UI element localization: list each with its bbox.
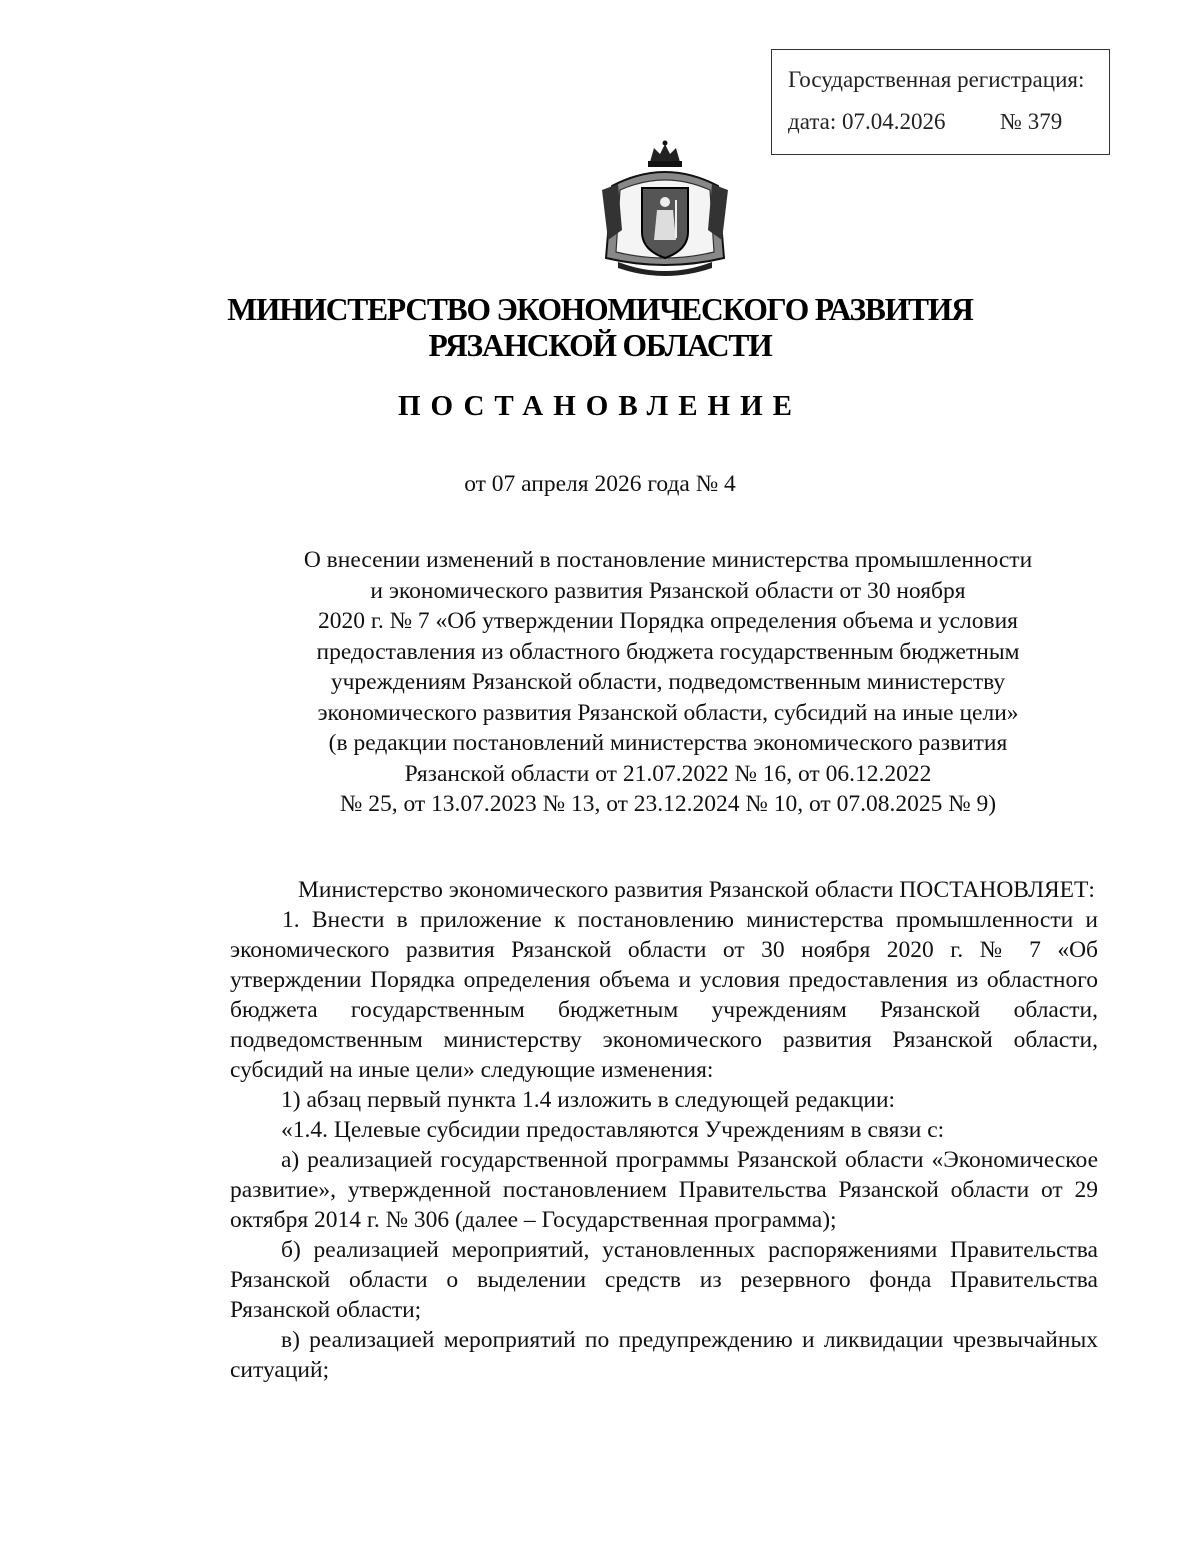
- point-a-paragraph: а) реализацией государственной программы Рязанской области «Экономическое развитие», утвержденной постановлением Правительства Рязанской области от 29 октября 2014 г. № 306 (далее – Государственная программа);: [230, 1147, 1098, 1233]
- quote-start-paragraph: «1.4. Целевые субсидии предоставляются Учреждениям в связи с:: [281, 1117, 945, 1143]
- item-1-paragraph: 1. Внести в приложение к постановлению министерства промышленности и экономического развития Рязанской области от 30 ноября 2020 г. № 7 «Об утверждении Порядка определения объема и условия предоставления из областного бюджета государственным бюджетным учреждениям Рязанской области, подведомственным министерству экономического развития Рязанской области, субсидий на иные цели» следующие изменения:: [230, 907, 1098, 1083]
- document-subject: [0, 545, 1200, 820]
- document-date-number: от 07 апреля 2026 года № 4: [464, 471, 736, 497]
- subject-line: учреждениям Рязанской области, подведомственным министерству: [330, 669, 1006, 695]
- registration-stamp: [771, 49, 1110, 155]
- subject-line: и экономического развития Рязанской области от 30 ноября: [370, 577, 966, 604]
- subject-line: 2020 г. № 7 «Об утверждении Порядка определения объема и условия: [318, 608, 1018, 634]
- subject-line: экономического развития Рязанской области, субсидий на иные цели»: [317, 699, 1019, 726]
- document-type: ПОСТАНОВЛЕНИЕ: [397, 390, 802, 422]
- document-body: [230, 875, 1098, 1385]
- registration-date: дата: 07.04.2026: [788, 109, 946, 134]
- registration-number: № 379: [1000, 109, 1063, 134]
- point-v-paragraph: в) реализацией мероприятий по предупреждению и ликвидации чрезвычайных ситуаций;: [230, 1327, 1098, 1383]
- ministry-name: [0, 292, 1200, 364]
- ministry-name-line-2: РЯЗАНСКОЙ ОБЛАСТИ: [428, 328, 772, 363]
- registration-title: Государственная регистрация:: [788, 67, 1085, 92]
- subject-line: О внесении изменений в постановление министерства промышленности: [303, 547, 1033, 573]
- preamble-paragraph: Министерство экономического развития Рязанской области ПОСТАНОВЛЯЕТ:: [298, 877, 1095, 903]
- ryazan-coat-of-arms-icon: [588, 140, 742, 282]
- point-b-paragraph: б) реализацией мероприятий, установленных распоряжениями Правительства Рязанской области о выделении средств из резервного фонда Правительства Рязанской области;: [230, 1237, 1098, 1323]
- ministry-name-line-1: МИНИСТЕРСТВО ЭКОНОМИЧЕСКОГО РАЗВИТИЯ: [227, 292, 973, 327]
- subitem-1-paragraph: 1) абзац первый пункта 1.4 изложить в следующей редакции:: [281, 1087, 896, 1113]
- subject-line: предоставления из областного бюджета государственным бюджетным: [316, 638, 1020, 665]
- subject-line: № 25, от 13.07.2023 № 13, от 23.12.2024 № 10, от 07.08.2025 № 9): [339, 791, 997, 817]
- subject-line: (в редакции постановлений министерства экономического развития: [328, 730, 1008, 756]
- subject-line: Рязанской области от 21.07.2022 № 16, от 06.12.2022: [404, 760, 932, 787]
